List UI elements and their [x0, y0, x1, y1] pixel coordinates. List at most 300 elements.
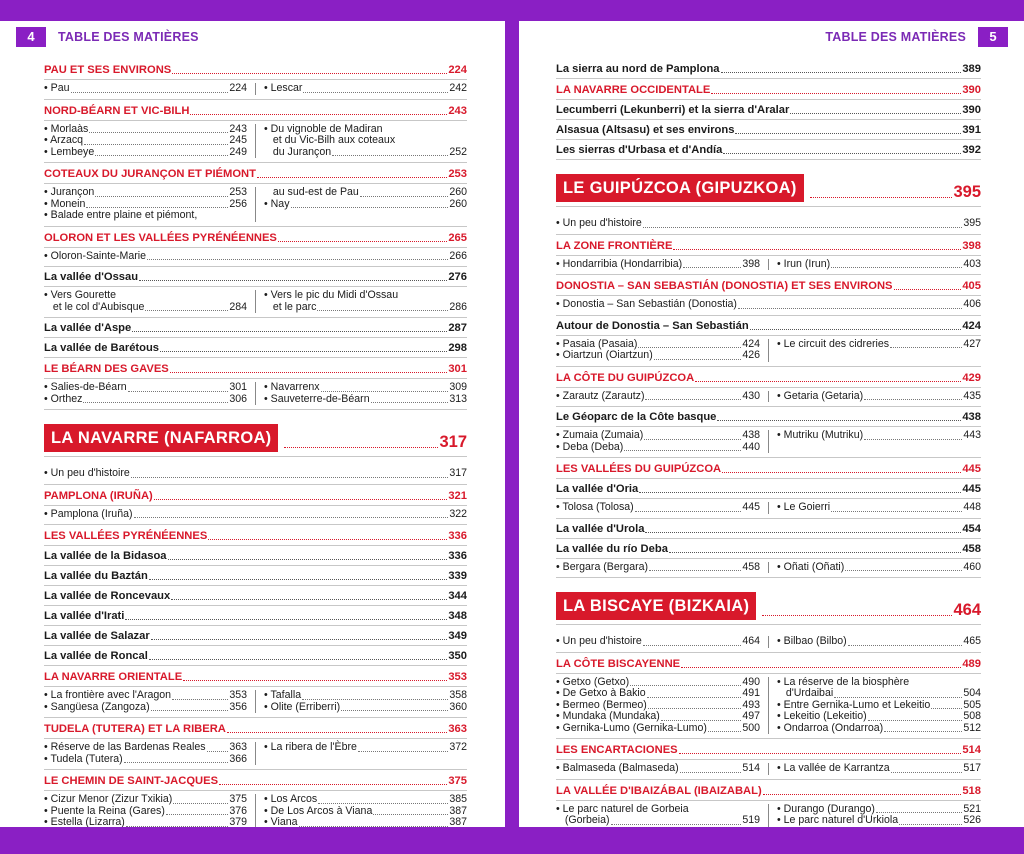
- entry-page: 224: [229, 82, 247, 94]
- dot-leader: [95, 155, 228, 156]
- dot-leader: [864, 439, 962, 440]
- toc-item[interactable]: et du Vic-Bilh aux coteaux: [264, 134, 396, 146]
- entry-page: 298: [448, 342, 467, 354]
- toc-item[interactable]: [264, 690, 467, 702]
- entry-page: 313: [449, 392, 467, 405]
- toc-item[interactable]: [556, 299, 981, 311]
- right-column: [777, 562, 981, 574]
- entry-title: LA ZONE FRONTIÈRE: [556, 239, 673, 252]
- right-column: [264, 382, 467, 405]
- subsection-heading[interactable]: [44, 606, 467, 626]
- region-title: LA BISCAYE (BIZKAIA): [556, 592, 756, 620]
- section-heading[interactable]: [44, 488, 467, 506]
- subsection-heading[interactable]: [556, 519, 981, 539]
- left-page: [0, 21, 505, 827]
- region-heading[interactable]: [556, 592, 981, 625]
- dot-leader: [257, 177, 447, 178]
- dot-leader: [695, 381, 961, 382]
- toc-item[interactable]: [44, 83, 247, 95]
- subsection-heading[interactable]: [556, 140, 981, 160]
- toc-item[interactable]: [44, 509, 467, 521]
- entry-page: 265: [448, 231, 467, 244]
- toc-item[interactable]: [556, 430, 760, 442]
- entry-title: • Mutriku (Mutriku): [777, 429, 864, 441]
- entry-title: • Réserve de las Bardenas Reales: [44, 741, 206, 753]
- dot-leader: [635, 511, 742, 512]
- entry-title: • Pau: [44, 82, 70, 94]
- dot-leader: [735, 133, 961, 134]
- entry-page: 242: [449, 82, 467, 94]
- dot-leader: [168, 559, 448, 560]
- dot-leader: [149, 579, 447, 580]
- toc-item[interactable]: [777, 391, 981, 403]
- dot-leader: [810, 197, 953, 198]
- toc-item[interactable]: [44, 817, 247, 827]
- right-column: [777, 763, 981, 775]
- toc-item[interactable]: • Balade entre plaine et piémont,: [44, 209, 198, 221]
- entry-page: 287: [448, 322, 467, 334]
- entry-title: et le parc: [264, 300, 317, 313]
- dot-leader: [831, 267, 962, 268]
- entry-page: 514: [962, 744, 981, 756]
- entry-title: • Deba (Deba): [556, 440, 624, 453]
- section-heading[interactable]: [44, 62, 467, 80]
- dot-leader: [95, 196, 228, 197]
- left-column: [556, 259, 769, 271]
- dot-leader: [183, 680, 447, 681]
- toc-item[interactable]: [556, 688, 760, 700]
- entry-title: COTEAUX DU JURANÇON ET PIÉMONT: [44, 168, 256, 180]
- entry-page: 253: [448, 168, 467, 180]
- toc-item[interactable]: [777, 815, 981, 827]
- dot-leader: [790, 113, 961, 114]
- dot-leader: [360, 196, 448, 197]
- entry-page: 427: [963, 337, 981, 350]
- entry-title: DONOSTIA – SAN SEBASTIÁN (DONOSTIA) ET SES ENVIRONS: [556, 280, 893, 292]
- entry-page: 429: [962, 371, 981, 384]
- dot-leader: [868, 720, 963, 721]
- entry-list: [556, 427, 981, 458]
- toc-item[interactable]: [777, 259, 981, 271]
- entry-title: • Estella (Lizarra): [44, 816, 125, 827]
- section-heading[interactable]: [556, 461, 981, 479]
- entry-page: 301: [229, 381, 247, 393]
- toc-item[interactable]: [264, 199, 467, 211]
- dot-leader: [638, 347, 741, 348]
- entry-page: 363: [229, 741, 247, 753]
- entry-title: • Un peu d'histoire: [556, 217, 642, 229]
- toc-item[interactable]: [264, 394, 467, 406]
- toc-item[interactable]: [556, 763, 760, 775]
- toc-item[interactable]: [777, 636, 981, 648]
- entry-page: 464: [742, 635, 760, 647]
- entry-title: • Sauveterre-de-Béarn: [264, 392, 370, 405]
- toc-item[interactable]: [264, 83, 467, 95]
- dot-leader: [673, 249, 961, 250]
- region-heading[interactable]: [44, 424, 467, 457]
- entry-title: • Bergara (Bergara): [556, 560, 649, 573]
- dot-leader: [683, 267, 741, 268]
- toc-item[interactable]: [556, 259, 760, 271]
- entry-page: 403: [963, 257, 981, 270]
- dot-leader: [145, 310, 228, 311]
- entry-page: 500: [742, 721, 760, 734]
- header-title: TABLE DES MATIÈRES: [825, 30, 966, 44]
- left-column: [556, 430, 769, 453]
- entry-list: [44, 739, 467, 770]
- toc-item[interactable]: [556, 723, 760, 735]
- entry-title: • Le parc naturel d'Urkiola: [777, 814, 899, 826]
- entry-title: • Balmaseda (Balmaseda): [556, 762, 679, 774]
- toc-item[interactable]: [264, 382, 467, 394]
- toc-item[interactable]: [44, 147, 247, 159]
- entry-title: • Zumaia (Zumaia): [556, 429, 644, 441]
- toc-item[interactable]: [44, 187, 247, 199]
- dot-leader: [71, 92, 229, 93]
- dot-leader: [723, 153, 961, 154]
- entry-list: [556, 388, 981, 408]
- dot-leader: [661, 720, 742, 721]
- left-column: [556, 562, 769, 574]
- toc-item[interactable]: [44, 394, 247, 406]
- section-heading[interactable]: [44, 230, 467, 248]
- toc-item[interactable]: [44, 702, 247, 714]
- entry-title: • Nay: [264, 197, 290, 210]
- entry-title: La vallée de Barétous: [44, 342, 160, 354]
- entry-page: 358: [449, 689, 467, 701]
- toc-item[interactable]: • Du vignoble de Madiran: [264, 122, 383, 135]
- subsection-heading[interactable]: [44, 646, 467, 666]
- entry-title: La vallée d'Urola: [556, 522, 645, 535]
- dot-leader: [171, 599, 447, 600]
- entry-page: 391: [962, 124, 981, 136]
- toc-item[interactable]: [556, 218, 981, 230]
- toc-item[interactable]: • Le parc naturel de Gorbeia: [556, 802, 689, 815]
- toc-item[interactable]: [44, 468, 467, 480]
- entry-title: • Oiartzun (Oiartzun): [556, 349, 653, 361]
- dot-leader: [649, 570, 741, 571]
- right-column: [264, 690, 467, 713]
- entry-page: 390: [962, 84, 981, 96]
- entry-list: [556, 559, 981, 579]
- dot-leader: [643, 645, 741, 646]
- toc-item[interactable]: [556, 562, 760, 574]
- right-column: [777, 259, 981, 271]
- dot-leader: [762, 615, 952, 616]
- entry-title: La vallée de Roncevaux: [44, 590, 171, 602]
- entry-title: LE CHEMIN DE SAINT-JACQUES: [44, 775, 219, 787]
- entry-title: • Le Goierri: [777, 501, 831, 513]
- dot-leader: [170, 372, 448, 373]
- entry-title: (Gorbeia): [556, 814, 610, 826]
- toc-item[interactable]: [264, 817, 467, 827]
- dot-leader: [891, 772, 963, 773]
- subsection-heading[interactable]: [44, 586, 467, 606]
- dot-leader: [358, 751, 448, 752]
- subsection-heading[interactable]: [556, 100, 981, 120]
- entry-page: 301: [448, 363, 467, 375]
- section-heading[interactable]: [556, 656, 981, 674]
- entry-title: • Puente la Reina (Gares): [44, 804, 165, 817]
- section-heading[interactable]: [556, 742, 981, 760]
- dot-leader: [317, 310, 448, 311]
- section-heading[interactable]: [556, 238, 981, 256]
- toc-item[interactable]: • La réserve de la biosphère: [777, 675, 910, 688]
- entry-page: 508: [963, 710, 981, 722]
- entry-title: et le col d'Aubisque: [44, 300, 145, 313]
- entry-page: 521: [963, 802, 981, 815]
- toc-item[interactable]: • Vers le pic du Midi d'Ossau: [264, 289, 399, 301]
- entry-list: [44, 248, 467, 268]
- subsection-heading[interactable]: [556, 316, 981, 336]
- entry-page: 430: [742, 389, 760, 402]
- dot-leader: [894, 289, 962, 290]
- toc-item[interactable]: [264, 302, 467, 314]
- entry-list: [556, 633, 981, 653]
- left-column: [556, 763, 769, 775]
- entry-list: [556, 674, 981, 740]
- dot-leader: [373, 814, 448, 815]
- subsection-heading[interactable]: [556, 59, 981, 79]
- toc-item[interactable]: [556, 815, 760, 827]
- dot-leader: [654, 359, 742, 360]
- right-column: [777, 339, 981, 362]
- right-column: [777, 636, 981, 648]
- toc-item[interactable]: [44, 302, 247, 314]
- left-column: [44, 290, 256, 313]
- entry-page: 438: [962, 411, 981, 423]
- left-column: [44, 382, 256, 405]
- entry-title: d'Urdaibai: [777, 687, 834, 699]
- section-heading[interactable]: [44, 669, 467, 687]
- dot-leader: [151, 639, 448, 640]
- toc-item[interactable]: [777, 339, 981, 351]
- toc-item[interactable]: [777, 430, 981, 442]
- entry-title: LA CÔTE BISCAYENNE: [556, 657, 681, 670]
- section-heading[interactable]: [44, 361, 467, 379]
- section-heading[interactable]: [44, 103, 467, 121]
- entry-page: 284: [229, 300, 247, 313]
- dot-leader: [139, 280, 447, 281]
- dot-leader: [147, 259, 448, 260]
- entry-list: [44, 687, 467, 718]
- right-column: [777, 804, 981, 827]
- toc-item[interactable]: [264, 702, 467, 714]
- entry-title: LA NAVARRE OCCIDENTALE: [556, 84, 711, 96]
- entry-page: 253: [229, 186, 247, 198]
- toc-item[interactable]: [44, 742, 247, 754]
- dot-leader: [219, 784, 447, 785]
- dot-leader: [173, 803, 228, 804]
- entry-page: 424: [742, 337, 760, 350]
- entry-page: 493: [742, 698, 760, 711]
- entry-page: 353: [448, 671, 467, 683]
- subsection-heading[interactable]: [44, 626, 467, 646]
- dot-leader: [630, 685, 741, 686]
- entry-page: 387: [449, 804, 467, 817]
- right-column: [777, 391, 981, 403]
- dot-leader: [299, 826, 449, 827]
- entry-page: 344: [448, 590, 467, 602]
- subsection-heading[interactable]: [44, 546, 467, 566]
- entry-list: [556, 760, 981, 780]
- entry-title: La vallée de Salazar: [44, 630, 150, 642]
- entry-page: 356: [229, 700, 247, 713]
- toc-item[interactable]: [556, 636, 760, 648]
- entry-title: • Lescar: [264, 82, 303, 94]
- toc-item[interactable]: • Vers Gourette: [44, 289, 117, 301]
- toc-item[interactable]: [44, 754, 247, 766]
- toc-item[interactable]: [777, 502, 981, 514]
- subsection-heading[interactable]: [44, 338, 467, 358]
- entry-title: • Viana: [264, 816, 298, 827]
- section-heading[interactable]: [556, 278, 981, 296]
- subsection-heading[interactable]: [556, 479, 981, 499]
- toc-item[interactable]: [44, 690, 247, 702]
- entry-title: LES VALLÉES PYRÉNÉENNES: [44, 530, 208, 542]
- right-column: [264, 742, 467, 765]
- left-column: [44, 794, 256, 827]
- toc-item[interactable]: [264, 187, 467, 199]
- entry-page: 517: [963, 762, 981, 774]
- dot-leader: [750, 329, 962, 330]
- toc-item[interactable]: [777, 688, 981, 700]
- entry-page: 497: [742, 710, 760, 722]
- section-heading[interactable]: [44, 528, 467, 546]
- entry-page: 445: [962, 483, 981, 495]
- entry-title: • Le circuit des cidreries: [777, 337, 890, 350]
- entry-page: 519: [742, 814, 760, 826]
- entry-page: 252: [449, 145, 467, 158]
- entry-title: LE BÉARN DES GAVES: [44, 363, 169, 375]
- subsection-heading[interactable]: [44, 267, 467, 287]
- entry-page: 390: [962, 104, 981, 116]
- region-heading[interactable]: [556, 174, 981, 207]
- entry-title: • Arzacq: [44, 134, 84, 146]
- entry-page: 348: [448, 610, 467, 622]
- page-number: 5: [978, 27, 1008, 47]
- dot-leader: [207, 751, 229, 752]
- dot-leader: [681, 667, 961, 668]
- entry-list: [556, 801, 981, 828]
- entry-title: au sud-est de Pau: [264, 186, 359, 198]
- entry-list: [44, 506, 467, 526]
- entry-list: [44, 80, 467, 100]
- dot-leader: [131, 477, 448, 478]
- page-header: [0, 27, 505, 47]
- dot-leader: [160, 351, 447, 352]
- section-heading[interactable]: [44, 721, 467, 739]
- entry-page: 243: [229, 122, 247, 135]
- toc-item[interactable]: [556, 391, 760, 403]
- toc-item[interactable]: [44, 135, 247, 147]
- entry-page: 350: [448, 650, 467, 662]
- region-title: LA NAVARRE (NAFARROA): [44, 424, 278, 452]
- toc-item[interactable]: [44, 251, 467, 263]
- entry-title: • Entre Gernika-Lumo et Lekeitio: [777, 698, 931, 711]
- entry-title: • Getaria (Getaria): [777, 389, 864, 402]
- dot-leader: [172, 699, 228, 700]
- left-column: [44, 187, 256, 222]
- section-heading[interactable]: [556, 783, 981, 801]
- right-column: [264, 794, 467, 827]
- subsection-heading[interactable]: [44, 566, 467, 586]
- entry-title: • Navarrenx: [264, 381, 320, 393]
- entry-title: • Bilbao (Bilbo): [777, 635, 847, 647]
- section-heading[interactable]: [556, 82, 981, 100]
- entry-list: [556, 296, 981, 316]
- toc-item[interactable]: [556, 350, 760, 362]
- entry-page: 398: [962, 239, 981, 252]
- page-number: 4: [16, 27, 46, 47]
- entry-title: • La frontière avec l'Aragon: [44, 689, 172, 701]
- dot-leader: [227, 732, 447, 733]
- dot-leader: [84, 144, 228, 145]
- section-heading[interactable]: [44, 166, 467, 184]
- toc-item[interactable]: [264, 794, 467, 806]
- toc-item[interactable]: [44, 382, 247, 394]
- right-column: [264, 124, 467, 159]
- right-page: [519, 21, 1024, 827]
- toc-item[interactable]: [264, 742, 467, 754]
- dot-leader: [125, 619, 447, 620]
- entry-list: [44, 465, 467, 485]
- dot-leader: [711, 93, 961, 94]
- right-column: [264, 83, 467, 95]
- section-heading[interactable]: [44, 773, 467, 791]
- dot-leader: [86, 207, 228, 208]
- dot-leader: [931, 708, 962, 709]
- toc-item[interactable]: [777, 562, 981, 574]
- subsection-heading[interactable]: [556, 407, 981, 427]
- subsection-heading[interactable]: [556, 539, 981, 559]
- subsection-heading[interactable]: [556, 120, 981, 140]
- toc-item[interactable]: [777, 711, 981, 723]
- entry-page: 406: [963, 298, 981, 310]
- dot-leader: [722, 472, 961, 473]
- toc-item[interactable]: [556, 502, 760, 514]
- entry-page: 375: [229, 793, 247, 805]
- entry-title: • Lekeitio (Lekeitio): [777, 710, 867, 722]
- page-header: [519, 27, 1024, 47]
- dot-leader: [679, 753, 962, 754]
- toc-item[interactable]: [44, 794, 247, 806]
- dot-leader: [126, 826, 228, 827]
- toc-body: [44, 59, 467, 827]
- entry-title: • Cizur Menor (Zizur Txikia): [44, 793, 173, 805]
- toc-item[interactable]: [777, 763, 981, 775]
- toc-item[interactable]: [556, 442, 760, 454]
- left-column: [44, 83, 256, 95]
- toc-item[interactable]: [556, 711, 760, 723]
- toc-item[interactable]: [777, 723, 981, 735]
- right-column: [777, 677, 981, 735]
- toc-item[interactable]: [264, 147, 467, 159]
- entry-page: 224: [448, 64, 467, 76]
- dot-leader: [83, 402, 228, 403]
- dot-leader: [645, 532, 961, 533]
- entry-page: 260: [449, 197, 467, 210]
- toc-body: [556, 59, 981, 827]
- dot-leader: [190, 114, 447, 115]
- dot-leader: [166, 814, 228, 815]
- section-heading[interactable]: [556, 370, 981, 388]
- entry-title: • Monein: [44, 197, 86, 210]
- dot-leader: [89, 132, 228, 133]
- subsection-heading[interactable]: [44, 318, 467, 338]
- dot-leader: [128, 391, 229, 392]
- entry-page: 512: [963, 721, 981, 734]
